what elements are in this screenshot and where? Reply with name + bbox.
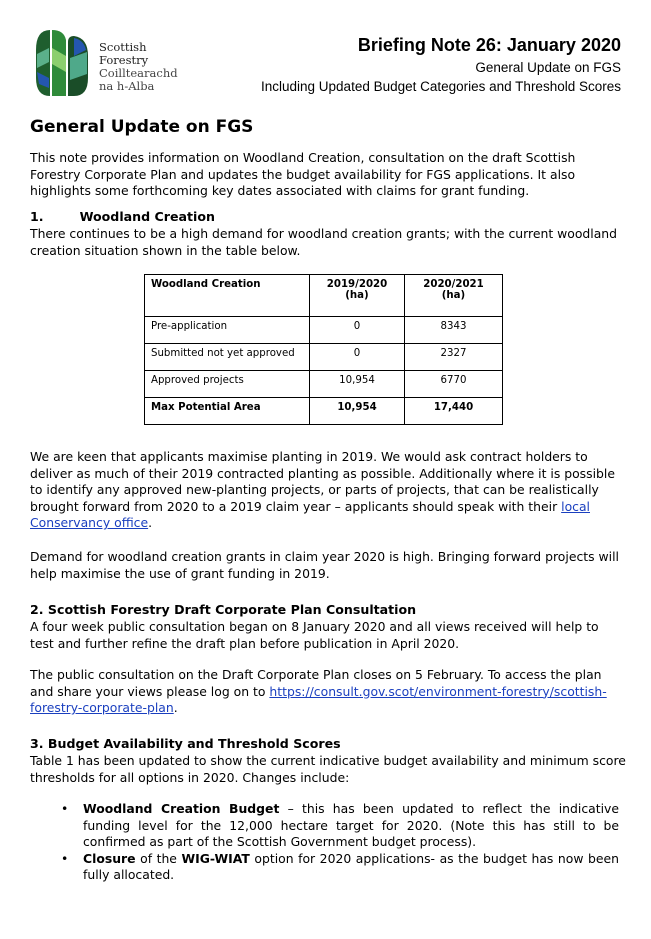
table-cell: 6770 — [405, 371, 503, 398]
woodland-creation-table — [144, 274, 503, 425]
section-1-title: Woodland Creation — [79, 209, 215, 224]
consultation-text: The public consultation on the Draft Corporate Plan closes on 5 February. To access the plan and share your views please log on to — [30, 667, 602, 699]
list-item-text: – this has been updated to reflect the indicative funding level for the 12,000 hectare target for 2020. (Note this has still to be confirmed as part of the Scottish Government budget process). — [83, 801, 619, 849]
table-cell: 10,954 — [310, 398, 405, 425]
conservancy-office-link[interactable]: local Conservancy office — [30, 498, 590, 530]
table-row — [145, 317, 503, 344]
logo-text-en-2: Forestry — [99, 53, 149, 67]
logo-text-en-1: Scottish — [99, 40, 147, 54]
intro-paragraph: This note provides information on Woodland Creation, consultation on the draft Scottish Forestry Corporate Plan and updates the budget availability for FGS applications. It also highlights some forthcoming key dates associated with claims for grant funding. — [30, 150, 576, 198]
list-item-bold: Woodland Creation Budget — [83, 801, 280, 816]
logo-text-gd-2: na h-Alba — [99, 79, 155, 93]
table-header: 2020/2021 (ha) — [405, 275, 503, 317]
table-row-total — [145, 398, 503, 425]
section-1-number: 1. — [30, 209, 44, 224]
table-cell: Approved projects — [145, 371, 310, 398]
table-cell: 8343 — [405, 317, 503, 344]
consultation-text-end: . — [173, 700, 178, 715]
table-cell: 0 — [310, 344, 405, 371]
table-cell: 17,440 — [405, 398, 503, 425]
planting-text: We are keen that applicants maximise planting in 2019. We would ask contract holders to deliver as much of their 2019 contracted planting as possible. Additionally where it is possible to identify any approved new-planting projects, or parts of projects, that can be realistically brought forward from 2020 to a 2019 claim year – applicants should speak with their — [30, 449, 615, 514]
planting-text-end: . — [148, 515, 153, 530]
table-cell: 0 — [310, 317, 405, 344]
table-header-row — [145, 275, 503, 317]
list-item-text: of the — [135, 850, 182, 866]
section-2-text: A four week public consultation began on 8 January 2020 and all views received will help to test and further refine the draft plan before publication in April 2020. — [30, 619, 599, 651]
consultation-link[interactable]: https://consult.gov.scot/environment-forestry/scottish-forestry-corporate-plan — [30, 683, 607, 715]
scottish-forestry-logo-icon — [34, 28, 90, 98]
section-2-text-2 — [30, 667, 626, 717]
table-cell: 2327 — [405, 344, 503, 371]
page-heading: General Update on FGS — [30, 117, 254, 137]
section-3-heading: 3. Budget Availability and Threshold Scores — [30, 736, 341, 751]
table-header: 2019/2020 (ha) — [310, 275, 405, 317]
section-3-text: Table 1 has been updated to show the current indicative budget availability and minimum score thresholds for all options in 2020. Changes include: — [30, 753, 626, 785]
list-item-text: option for 2020 applications- as the budget has now been fully allocated. — [83, 850, 619, 882]
table-cell: Max Potential Area — [145, 398, 310, 425]
changes-list — [83, 801, 619, 884]
briefing-subtitle-2: Including Updated Budget Categories and Threshold Scores — [261, 79, 621, 94]
planting-paragraph — [30, 449, 626, 532]
briefing-subtitle-1: General Update on FGS — [475, 60, 621, 75]
list-item — [83, 851, 619, 884]
table-cell: 10,954 — [310, 371, 405, 398]
section-2-heading: 2. Scottish Forestry Draft Corporate Plan Consultation — [30, 602, 417, 617]
list-item — [83, 801, 619, 851]
table-cell: Submitted not yet approved — [145, 344, 310, 371]
logo-text-gd-1: Coilltearachd — [99, 66, 178, 80]
briefing-title: Briefing Note 26: January 2020 — [357, 35, 621, 55]
table-cell: Pre-application — [145, 317, 310, 344]
section-1-heading — [30, 209, 215, 224]
list-item-bold: WIG-WIAT — [181, 850, 250, 866]
section-1-text: There continues to be a high demand for woodland creation grants; with the current woodland creation situation shown in the table below. — [30, 226, 618, 258]
demand-paragraph: Demand for woodland creation grants in claim year 2020 is high. Bringing forward projects will help maximise the use of grant funding in 2019. — [30, 549, 619, 581]
table-header: Woodland Creation — [145, 275, 310, 317]
list-item-bold: Closure — [83, 850, 136, 866]
table-row — [145, 371, 503, 398]
table-row — [145, 344, 503, 371]
